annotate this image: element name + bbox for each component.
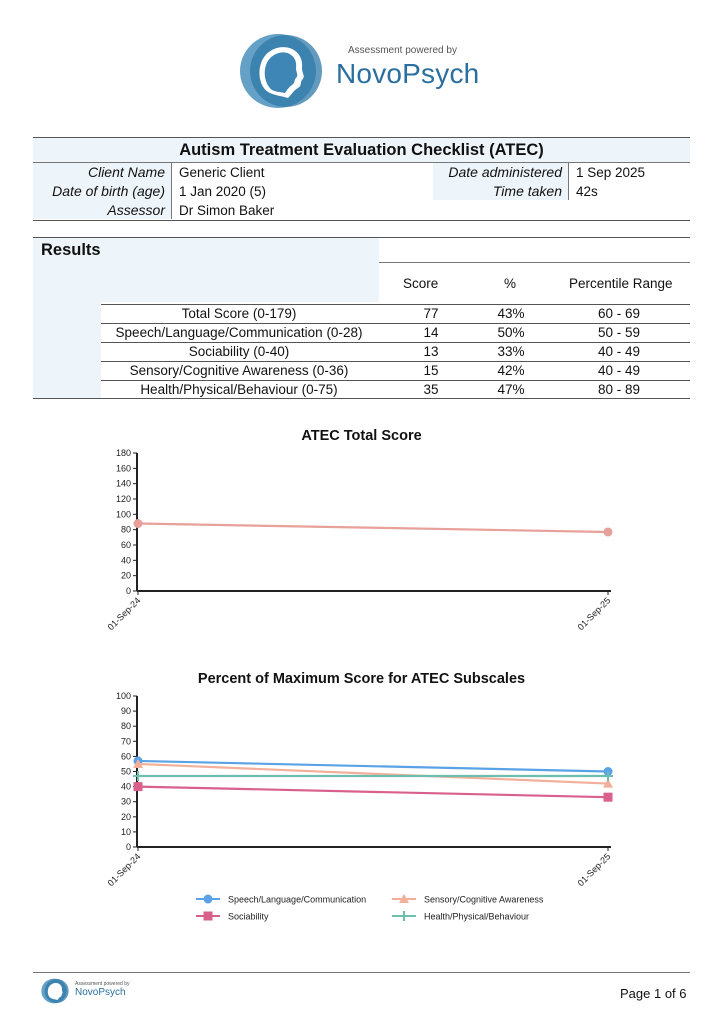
footer-logo xyxy=(40,978,70,1004)
footer-divider xyxy=(33,972,690,973)
subscale-name: Total Score (0-179) xyxy=(181,306,297,321)
results-heading: Results xyxy=(41,241,101,259)
report-title: Autism Treatment Evaluation Checklist (ATEC) xyxy=(179,141,544,159)
y-tick-label: 80 xyxy=(120,524,131,535)
score-cell: 35 xyxy=(423,382,439,397)
percent-cell: 42% xyxy=(497,363,525,378)
data-point xyxy=(204,895,213,904)
table-row xyxy=(101,342,690,361)
footer-brand: NovoPsych xyxy=(75,987,126,998)
legend-label: Sensory/Cognitive Awareness xyxy=(424,894,544,905)
x-tick-label: 01-Sep-24 xyxy=(105,851,143,889)
subscale-name: Sociability (0-40) xyxy=(188,344,290,359)
series-line xyxy=(138,524,608,532)
chart-title-subscales: Percent of Maximum Score for ATEC Subscales xyxy=(197,671,526,687)
table-row xyxy=(101,380,690,399)
subscale-name: Speech/Language/Communication (0-28) xyxy=(115,325,363,340)
subscale-name: Health/Physical/Behaviour (0-75) xyxy=(140,382,338,397)
y-tick-label: 40 xyxy=(120,781,131,792)
data-point xyxy=(133,771,143,781)
percent-cell: 43% xyxy=(497,306,525,321)
data-point xyxy=(604,527,613,536)
y-tick-label: 180 xyxy=(115,448,131,458)
time-taken-value: 42s xyxy=(576,184,598,199)
brand-name: NovoPsych xyxy=(336,58,480,89)
y-tick-label: 120 xyxy=(115,494,131,504)
assessor-value: Dr Simon Baker xyxy=(179,203,275,218)
legend-item xyxy=(196,912,269,922)
percentile-cell: 40 - 49 xyxy=(597,344,641,359)
powered-by-text: Assessment powered by xyxy=(348,45,457,56)
score-cell: 77 xyxy=(423,306,439,321)
percent-column-header: % xyxy=(504,276,517,291)
legend-label: Sociability xyxy=(228,911,269,922)
assessor-label: Assessor xyxy=(107,202,165,218)
score-cell: 13 xyxy=(423,344,439,359)
table-row xyxy=(101,323,690,342)
novopsych-logo xyxy=(238,32,324,110)
y-tick-label: 0 xyxy=(125,586,131,596)
percentile-column-header: Percentile Range xyxy=(569,276,673,291)
client-name-label: Client Name xyxy=(87,164,165,180)
data-point xyxy=(204,912,213,921)
y-tick-label: 30 xyxy=(120,796,131,807)
percentile-cell: 40 - 49 xyxy=(597,363,641,378)
y-tick-label: 140 xyxy=(115,478,131,489)
data-point xyxy=(399,911,409,921)
score-cell: 15 xyxy=(423,363,439,378)
data-point xyxy=(604,793,613,802)
series-line xyxy=(138,787,608,798)
dob-label: Date of birth (age) xyxy=(52,183,165,199)
legend-item xyxy=(392,911,529,922)
y-tick-label: 80 xyxy=(120,721,131,732)
score-column-header: Score xyxy=(403,276,439,291)
legend-item xyxy=(196,895,366,905)
y-tick-label: 100 xyxy=(115,509,131,520)
percentile-cell: 80 - 89 xyxy=(597,382,641,397)
y-tick-label: 100 xyxy=(115,691,131,701)
atec-subscales-chart xyxy=(0,684,724,930)
page-number: Page 1 of 6 xyxy=(620,986,687,1001)
y-tick-label: 90 xyxy=(120,706,131,717)
client-info-table xyxy=(33,137,690,221)
atec-total-score-chart xyxy=(0,440,724,650)
x-tick-label: 01-Sep-25 xyxy=(575,851,613,889)
percentile-cell: 50 - 59 xyxy=(597,325,641,340)
legend-label: Health/Physical/Behaviour xyxy=(424,911,530,922)
legend-item xyxy=(392,894,544,905)
time-taken-label: Time taken xyxy=(492,183,562,199)
table-row xyxy=(101,361,690,380)
y-tick-label: 20 xyxy=(120,570,131,581)
y-tick-label: 60 xyxy=(120,540,131,550)
date-administered-value: 1 Sep 2025 xyxy=(576,165,646,180)
y-tick-label: 50 xyxy=(120,766,131,777)
legend-label: Speech/Language/Communication xyxy=(228,894,367,905)
date-administered-label: Date administered xyxy=(448,164,562,180)
client-name-value: Generic Client xyxy=(179,165,265,180)
data-point xyxy=(134,519,143,528)
table-row xyxy=(101,304,690,323)
percentile-cell: 60 - 69 xyxy=(597,306,641,321)
percent-cell: 50% xyxy=(497,325,525,340)
y-tick-label: 160 xyxy=(115,463,131,474)
y-tick-label: 0 xyxy=(125,842,131,852)
data-point xyxy=(134,782,143,791)
score-cell: 14 xyxy=(423,325,439,340)
y-tick-label: 60 xyxy=(120,751,131,762)
subscale-name: Sensory/Cognitive Awareness (0-36) xyxy=(129,363,349,378)
results-table xyxy=(33,237,690,399)
footer-powered-by: Assessment powered by xyxy=(75,981,130,987)
y-tick-label: 20 xyxy=(120,811,131,822)
y-tick-label: 40 xyxy=(120,555,131,566)
y-tick-label: 70 xyxy=(120,736,131,747)
percent-cell: 33% xyxy=(497,344,525,359)
y-tick-label: 10 xyxy=(120,826,131,837)
x-tick-label: 01-Sep-25 xyxy=(575,595,613,633)
x-tick-label: 01-Sep-24 xyxy=(105,595,143,633)
chart-title-total: ATEC Total Score xyxy=(301,428,422,444)
percent-cell: 47% xyxy=(497,382,525,397)
dob-value: 1 Jan 2020 (5) xyxy=(179,184,267,199)
